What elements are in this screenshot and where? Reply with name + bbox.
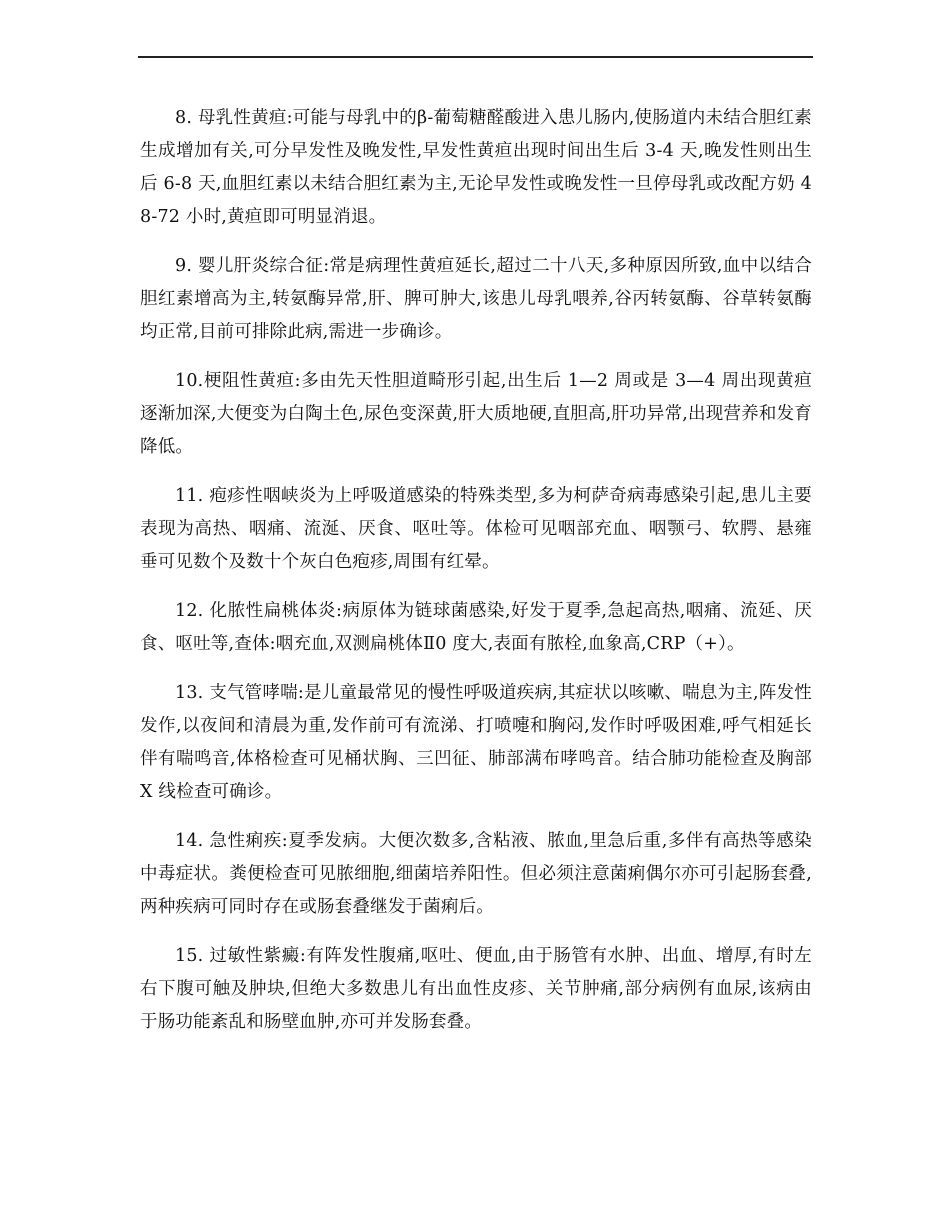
paragraph-item-10: 10.梗阻性黄疸:多由先天性胆道畸形引起,出生后 1—2 周或是 3—4 周出现黄疸逐渐加深,大便变为白陶土色,尿色变深黄,肝大质地硬,直胆高,肝功异常,出现营养和发育降低。 <box>140 371 812 457</box>
paragraph-item-14: 14. 急性痢疾:夏季发病。大便次数多,含粘液、脓血,里急后重,多伴有高热等感染中毒症状。粪便检查可见脓细胞,细菌培养阳性。但必须注意菌痢偶尔亦可引起肠套叠,两种疾病可同时存在或肠套叠继发于菌痢后。 <box>140 831 812 917</box>
header-rule <box>138 56 813 58</box>
paragraph-item-12: 12. 化脓性扁桃体炎:病原体为链球菌感染,好发于夏季,急起高热,咽痛、流延、厌食、呕吐等,查体:咽充血,双测扁桃体Ⅱ0 度大,表面有脓栓,血象高,CRP（+）。 <box>140 601 812 654</box>
paragraph-item-13: 13. 支气管哮喘:是儿童最常见的慢性呼吸道疾病,其症状以咳嗽、喘息为主,阵发性发作,以夜间和清晨为重,发作前可有流涕、打喷嚏和胸闷,发作时呼吸困难,呼气相延长伴有喘鸣音,体格检查可见桶状胸、三凹征、肺部满布哮鸣音。结合肺功能检查及胸部 X 线检查可确诊。 <box>140 683 812 802</box>
paragraph-item-8: 8. 母乳性黄疸:可能与母乳中的β-葡萄糖醛酸进入患儿肠内,使肠道内未结合胆红素生成增加有关,可分早发性及晚发性,早发性黄疸出现时间出生后 3-4 天,晚发性则出生后 6-8 天,血胆红素以未结合胆红素为主,无论早发性或晚发性一旦停母乳或改配方奶 48-72 小时,黄疸即可明显消退。 <box>140 108 812 227</box>
document-body <box>140 102 812 1055</box>
paragraph-item-15: 15. 过敏性紫癜:有阵发性腹痛,呕吐、便血,由于肠管有水肿、出血、增厚,有时左右下腹可触及肿块,但绝大多数患儿有出血性皮疹、关节肿痛,部分病例有血尿,该病由于肠功能紊乱和肠壁血肿,亦可并发肠套叠。 <box>140 946 812 1032</box>
paragraph-item-9: 9. 婴儿肝炎综合征:常是病理性黄疸延长,超过二十八天,多种原因所致,血中以结合胆红素增高为主,转氨酶异常,肝、脾可肿大,该患儿母乳喂养,谷丙转氨酶、谷草转氨酶均正常,目前可排除此病,需进一步确诊。 <box>140 256 812 342</box>
paragraph-item-11: 11. 疱疹性咽峡炎为上呼吸道感染的特殊类型,多为柯萨奇病毒感染引起,患儿主要表现为高热、咽痛、流涎、厌食、呕吐等。体检可见咽部充血、咽颚弓、软腭、悬雍垂可见数个及数十个灰白色疱疹,周围有红晕。 <box>140 486 812 572</box>
